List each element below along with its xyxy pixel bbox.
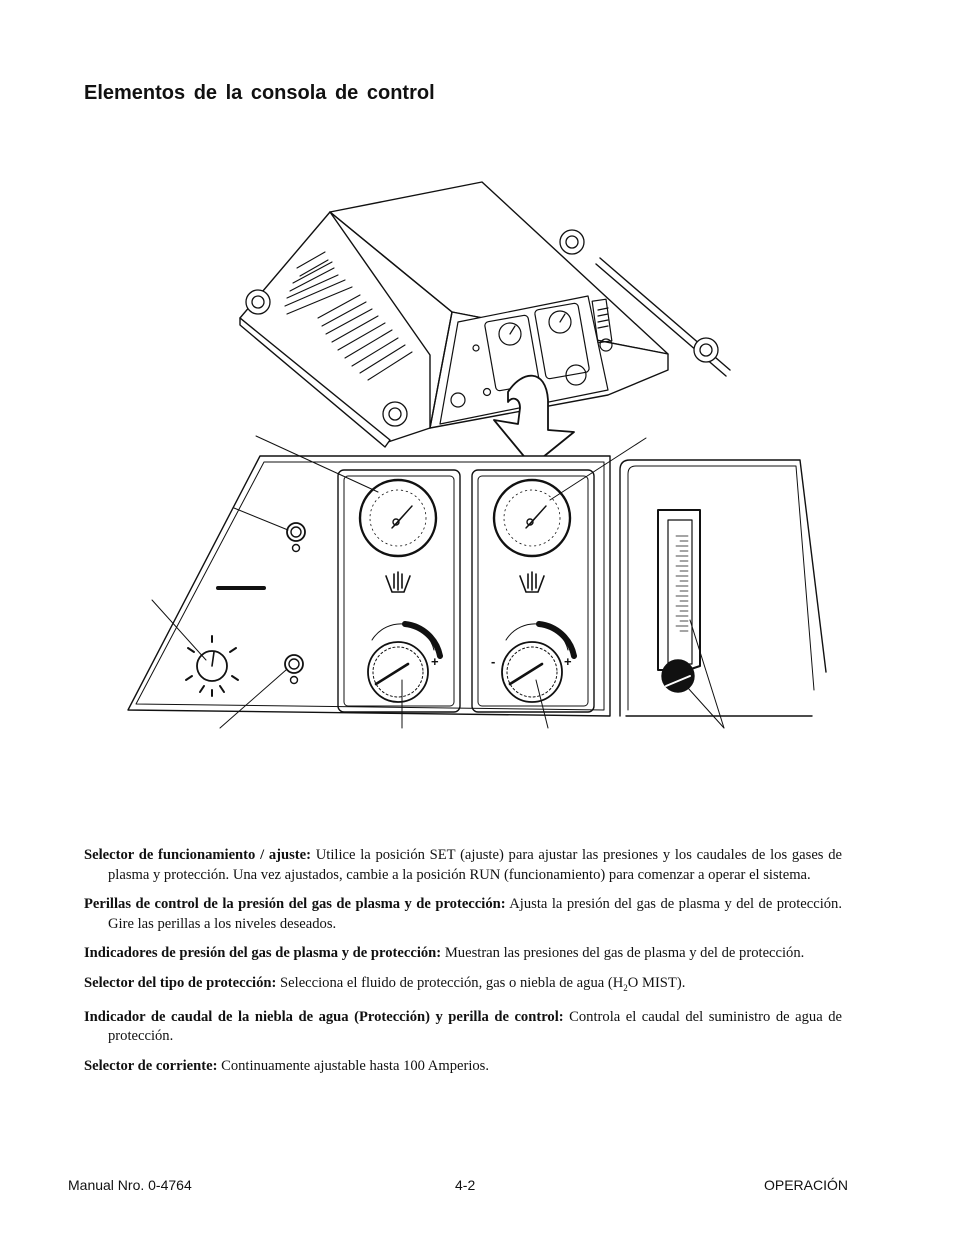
description-text: Continuamente ajustable hasta 100 Amperios. bbox=[221, 1057, 490, 1074]
plasma-pressure-gauge-icon bbox=[360, 480, 436, 556]
footer-section-name: OPERACIÓN bbox=[763, 1177, 848, 1193]
shield-knob-plus-label: + bbox=[564, 654, 572, 669]
description-item bbox=[84, 895, 842, 934]
plasma-knob-plus-label: + bbox=[431, 654, 439, 669]
description-term: Indicadores de presión del gas de plasma y de protección: bbox=[84, 945, 442, 961]
description-term: Selector del tipo de protección: bbox=[84, 974, 277, 991]
description-item bbox=[84, 944, 842, 964]
description-term: Indicador de caudal de la niebla de agua (Protección) y perilla de control: bbox=[84, 1008, 564, 1025]
description-list bbox=[84, 846, 842, 1086]
section-title: Elementos de la consola de control bbox=[84, 82, 435, 104]
footer-manual-number: Manual Nro. 0-4764 bbox=[68, 1177, 192, 1193]
description-item bbox=[84, 974, 842, 998]
description-text: Muestran las presiones del gas de plasma y del de protección. bbox=[444, 945, 805, 961]
shield-knob-minus-label: - bbox=[491, 654, 496, 669]
description-item bbox=[84, 846, 842, 885]
footer-page-number: 4-2 bbox=[455, 1177, 476, 1193]
description-term: Perillas de control de la presión del gas de plasma y de protección: bbox=[84, 896, 506, 912]
description-text: Selecciona el fluido de protección, gas o niebla de agua (H bbox=[280, 974, 624, 991]
description-subscript: 2 bbox=[623, 982, 628, 993]
description-term: Selector de funcionamiento / ajuste: bbox=[84, 847, 312, 863]
description-text: Ajusta la presión del gas de plasma y del de protección. Gire las perillas a los niveles deseados. bbox=[108, 896, 842, 932]
shield-pressure-gauge-icon bbox=[494, 480, 570, 556]
console-box-drawing bbox=[240, 182, 730, 466]
description-text: Utilice la posición SET (ajuste) para ajustar las presiones y los caudales de los gases de plasma y protección. Una vez ajustados, cambie a la posición RUN (funcionamiento) para comenzar a operar el sistema. bbox=[108, 847, 842, 883]
flow-meter-icon bbox=[658, 510, 700, 692]
description-text: O MIST). bbox=[627, 974, 686, 991]
description-item bbox=[84, 1057, 842, 1077]
description-text: Controla el caudal del suministro de agua de protección. bbox=[108, 1008, 842, 1045]
control-console-illustration bbox=[0, 170, 954, 750]
description-item bbox=[84, 1008, 842, 1047]
description-term: Selector de corriente: bbox=[84, 1057, 218, 1074]
